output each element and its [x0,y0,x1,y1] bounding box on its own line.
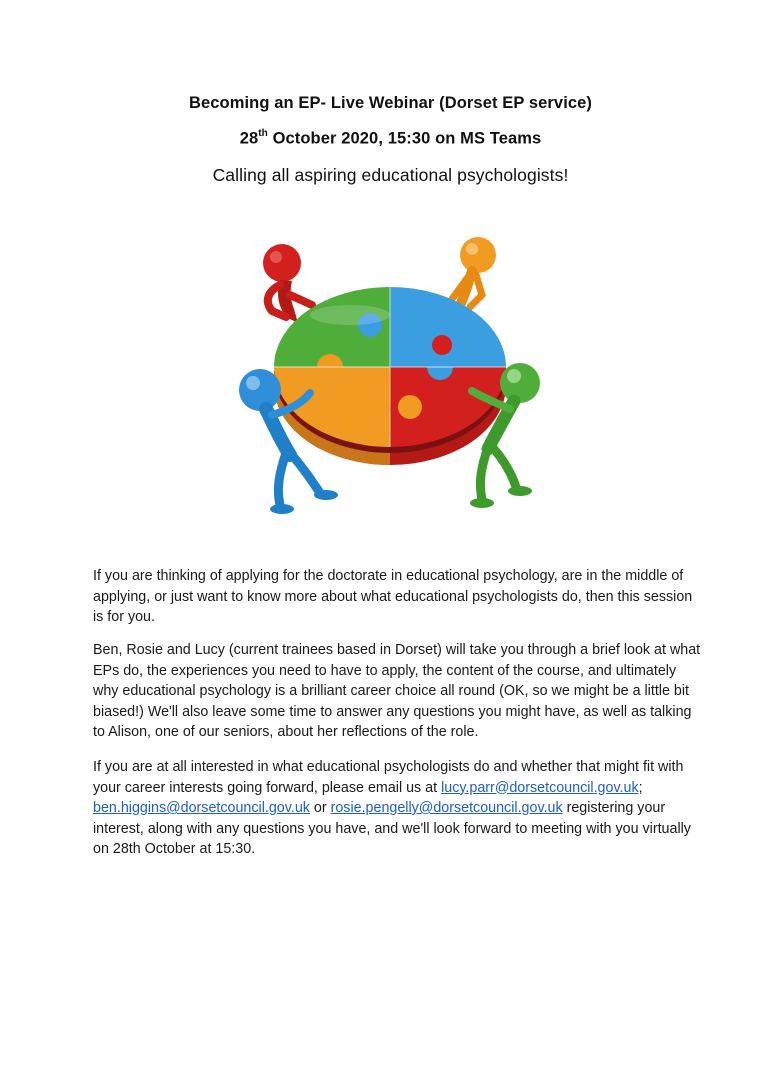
date-day: 28 [239,129,259,148]
separator-2: or [309,800,331,816]
contact-outro: registering your interest, along with any questions you have, and we'll look forward to meeting with you virtually on 28th October at 15:30. [93,800,691,857]
puzzle-team-figures-icon [220,225,560,525]
email-link-rosie[interactable]: rosie.pengelly@dorsetcouncil.gov.uk [330,800,563,816]
email-link-lucy[interactable]: lucy.parr@dorsetcouncil.gov.uk [441,779,639,796]
contact-intro: If you are at all interested in what educational psychologists do and whether that might fit with your career interests going forward, please email us at [93,759,684,796]
date-rest: October 2020, 15:30 on MS Teams [267,129,542,148]
paragraph-1: If you are thinking of applying for the doctorate in educational psychology, are in the middle of applying, or just want to know more about what educational psychologists do, then this session is for you. [93,568,693,625]
tagline: Calling all aspiring educational psychologists! [212,165,569,185]
blue-piece [390,287,506,367]
date-suffix: th [258,128,268,139]
intro-paragraph [93,566,703,628]
separator-1: ; [638,779,643,796]
email-link-ben[interactable]: ben.higgins@dorsetcouncil.gov.uk [93,800,310,816]
orange-figure [452,237,496,307]
red-figure [263,244,312,323]
paragraph-2: Ben, Rosie and Lucy (current trainees based in Dorset) will take you through a brief look at what EPs do, the experiences you need to have to apply, the content of the course, and ultimately why educational psychology is a brilliant career choice all round (OK, so we might be a little bit biased!) We'll also leave some time to answer any questions you might have, as well as talking to Alison, one of our seniors, about her reflections of the role. [93,642,701,740]
details-paragraph [93,640,703,743]
paragraph-3 [93,757,703,860]
webinar-date [0,129,781,149]
webinar-title: Becoming an EP- Live Webinar (Dorset EP service) [188,94,593,112]
contact-paragraph [93,757,703,860]
